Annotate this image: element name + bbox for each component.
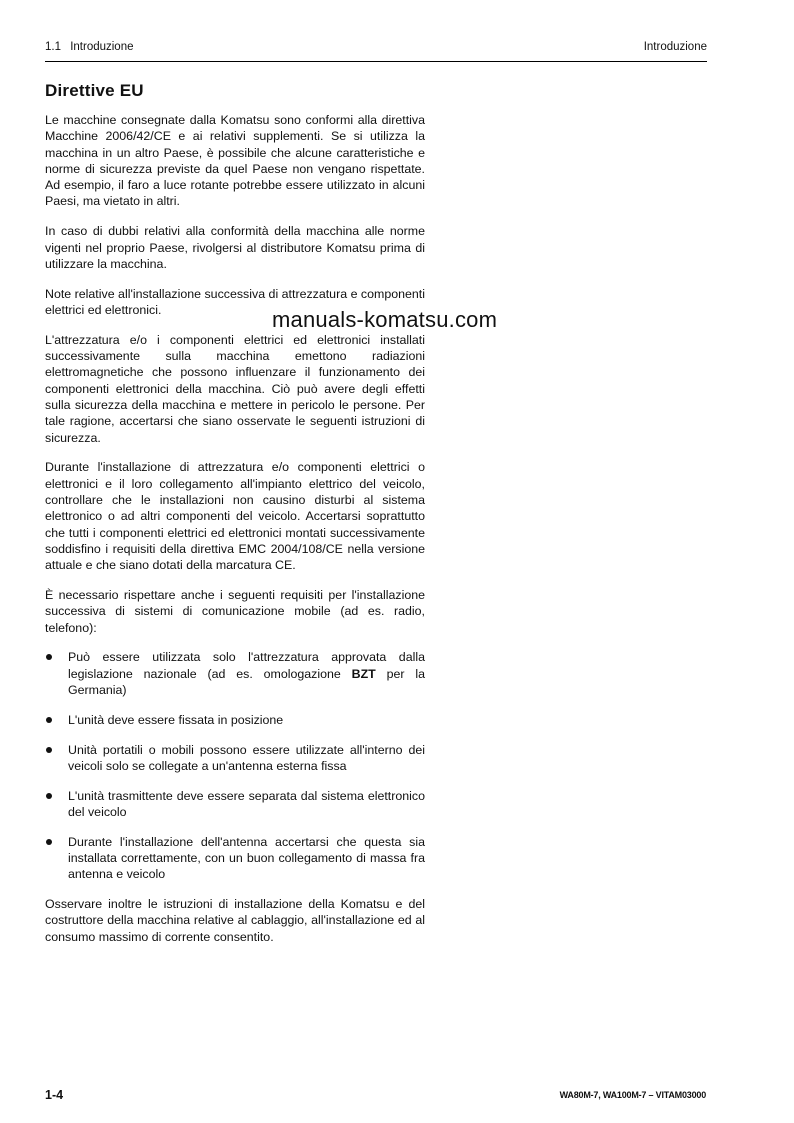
list-item bbox=[45, 834, 425, 883]
bullet-icon bbox=[46, 654, 52, 660]
page-number: 1-4 bbox=[45, 1088, 64, 1102]
list-item-text: L'unità trasmittente deve essere separata dal sistema elettronico del veicolo bbox=[68, 788, 425, 819]
page-title: Direttive EU bbox=[45, 81, 144, 100]
list-item-text: Unità portatili o mobili possono essere utilizzate all'interno dei veicoli solo se collegate a un'antenna esterna fissa bbox=[68, 742, 425, 773]
list-item-bold: BZT bbox=[351, 666, 376, 681]
bullet-icon bbox=[46, 839, 52, 845]
section-number: 1.1 bbox=[45, 41, 61, 53]
paragraph-conformity: Le macchine consegnate dalla Komatsu sono conformi alla direttiva Macchine 2006/42/CE e ai relativi supplementi. Se si utilizza la macchina in un altro Paese, è possibile che alcune caratteristiche e norme di sicurezza previste da quel Paese non vengano rispettate. Ad esempio, il faro a luce rotante potrebbe essere utilizzato in alcuni Paesi, ma vietato in altri. bbox=[45, 113, 425, 209]
bullet-icon bbox=[46, 747, 52, 753]
paragraph-emission-warning: L'attrezzatura e/o i componenti elettrici ed elettronici installati successivamente sulla macchina emettono radiazioni elettromagnetiche che possono influenzare il funzionamento dei componenti elettronici della macchina. Ciò può avere degli effetti sulla sicurezza della macchina e mettere in pericolo le persone. Per tale ragione, accertarsi che siano osservate le seguenti istruzioni di sicurezza. bbox=[45, 332, 425, 445]
paragraph-notes-intro: Note relative all'installazione successiva di attrezzatura e componenti elettrici ed elettronici. bbox=[45, 286, 425, 317]
paragraph-mobile-requirements: È necessario rispettare anche i seguenti requisiti per l'installazione successiva di sistemi di comunicazione mobile (ad es. radio, telefono): bbox=[45, 587, 425, 635]
section-heading bbox=[45, 41, 134, 53]
list-item bbox=[45, 742, 425, 775]
paragraph-doubts: In caso di dubbi relativi alla conformità della macchina alle norme vigenti nel proprio Paese, rivolgersi al distributore Komatsu prima di utilizzare la macchina. bbox=[45, 224, 425, 271]
body-content bbox=[45, 112, 425, 958]
paragraph-closing: Osservare inoltre le istruzioni di installazione della Komatsu e del costruttore della macchina relative al cablaggio, all'installazione ed al consumo massimo di corrente consentito. bbox=[45, 897, 425, 944]
list-item bbox=[45, 788, 425, 821]
list-item bbox=[45, 712, 425, 728]
chapter-title: Introduzione bbox=[643, 41, 707, 53]
paragraph-installation-check: Durante l'installazione di attrezzatura e/o componenti elettrici o elettronici e il loro collegamento all'impianto elettrico del veicolo, controllare che le installazioni non causino disturbi al sistema elettronico o ad altri componenti del veicolo. Accertarsi soprattutto che tutti i componenti elettrici ed elettronici montati successivamente soddisfino i requisiti della direttiva EMC 2004/108/CE nella versione attuale e che siano dotati della marcatura CE. bbox=[45, 460, 425, 573]
page-header bbox=[45, 41, 707, 62]
watermark-text: manuals-komatsu.com bbox=[272, 307, 498, 332]
list-item-text: Può essere utilizzata solo l'attrezzatura approvata dalla legislazione nazionale (ad es. omologazione bbox=[68, 650, 425, 681]
document-id: WA80M-7, WA100M-7 – VITAM03000 bbox=[559, 1090, 706, 1100]
list-item-text-after: per la Germania) bbox=[68, 666, 425, 697]
bullet-icon bbox=[46, 717, 52, 723]
list-item bbox=[45, 649, 425, 698]
section-title: Introduzione bbox=[70, 41, 134, 53]
list-item-text: L'unità deve essere fissata in posizione bbox=[68, 712, 284, 727]
requirements-list bbox=[45, 649, 425, 882]
list-item-text: Durante l'installazione dell'antenna accertarsi che questa sia installata correttamente, con un buon collegamento di massa fra antenna e veicolo bbox=[68, 834, 425, 882]
bullet-icon bbox=[46, 793, 52, 799]
